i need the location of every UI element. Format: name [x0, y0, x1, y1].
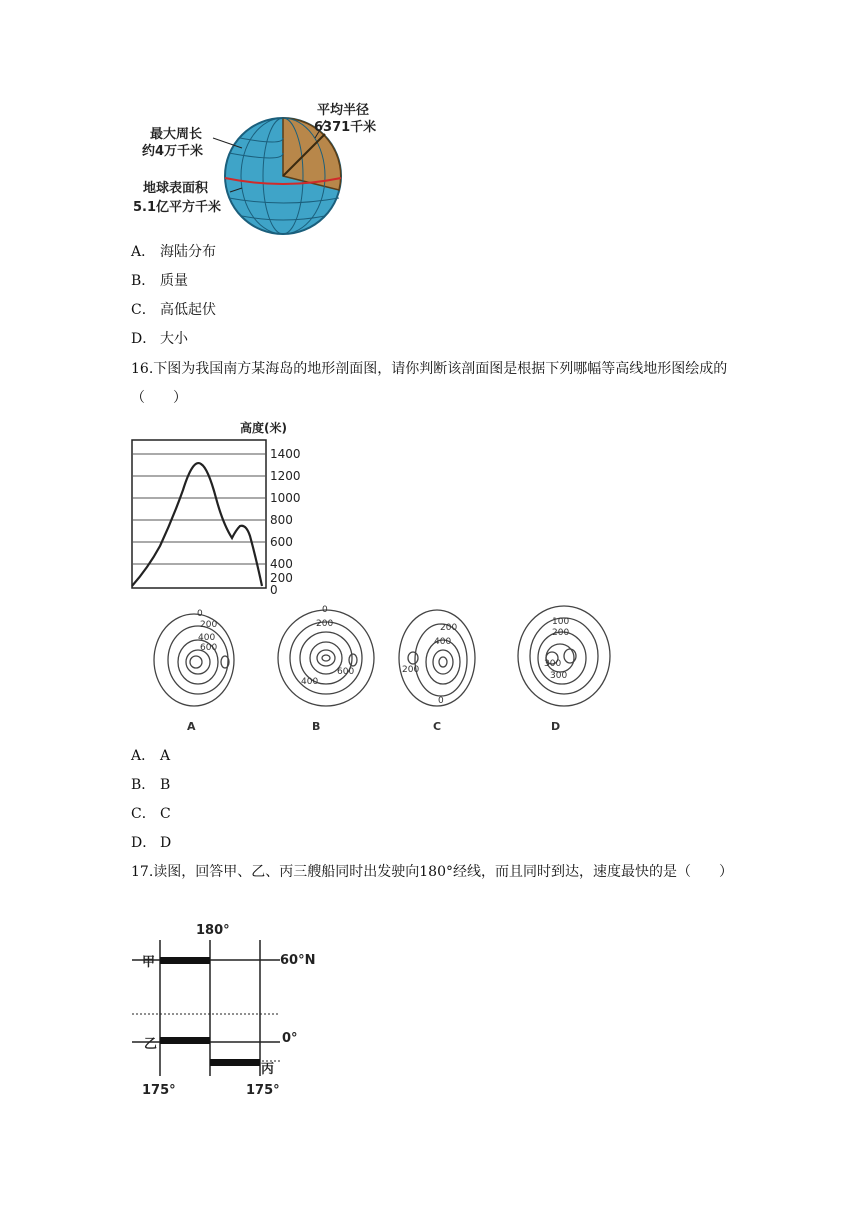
earth-size-figure: [130, 98, 390, 238]
svg-text:400: 400: [434, 637, 452, 647]
svg-text:0: 0: [322, 605, 328, 615]
ship-route-jia: [160, 957, 210, 964]
tick-1400: 1400: [270, 447, 301, 461]
terrain-profile-chart: [128, 418, 308, 598]
q15-option-d: D． 大小: [131, 331, 188, 347]
label-equator: 0°: [282, 1031, 298, 1046]
q16-stem: 16.下图为我国南方某海岛的地形剖面图，请你判断该剖面图是根据下列哪幅等高线地形图绘成的（ ）: [131, 361, 728, 406]
q17-stem: 17.读图，回答甲、乙、丙三艘船同时出发驶向180°经线，而且同时到达，速度最快的是（ ）: [131, 864, 733, 880]
tick-200: 200: [270, 571, 293, 585]
svg-text:200: 200: [200, 620, 218, 630]
svg-text:400: 400: [301, 677, 319, 687]
svg-text:400: 400: [198, 633, 216, 643]
q15-option-b: B． 质量: [131, 273, 188, 289]
tick-0: 0: [270, 583, 278, 597]
map-name-b: B: [312, 720, 321, 733]
contour-maps: [140, 600, 620, 740]
label-175-west: 175°: [142, 1083, 176, 1098]
q16-option-c: C． C: [131, 806, 171, 822]
tick-1000: 1000: [270, 491, 301, 505]
svg-text:200: 200: [402, 665, 420, 675]
label-180: 180°: [196, 923, 230, 938]
label-ship-jia: 甲: [142, 955, 156, 970]
map-name-d: D: [551, 720, 561, 733]
profile-curve: [132, 463, 262, 586]
label-ship-bing: 丙: [261, 1062, 275, 1077]
contour-map-c: [399, 610, 475, 706]
svg-text:0: 0: [438, 696, 444, 706]
label-ship-yi: 乙: [144, 1037, 158, 1052]
label-radius-2: 6371千米: [314, 120, 377, 135]
map-name-c: C: [433, 720, 442, 733]
svg-text:200: 200: [440, 623, 458, 633]
ship-route-bing: [210, 1059, 260, 1066]
map-name-a: A: [187, 720, 196, 733]
ships-latitude-figure: [130, 918, 330, 1103]
q16-option-a: A． A: [131, 748, 171, 764]
q15-option-a: A． 海陆分布: [131, 244, 216, 260]
label-max-circumference-2: 约4万千米: [142, 144, 204, 159]
svg-text:200: 200: [316, 619, 334, 629]
label-60N: 60°N: [280, 953, 316, 968]
q15-option-c: C． 高低起伏: [131, 302, 216, 318]
svg-text:100: 100: [552, 617, 570, 627]
label-surface-area-1: 地球表面积: [143, 181, 209, 196]
ship-route-yi: [160, 1037, 210, 1044]
svg-text:300: 300: [544, 659, 562, 669]
tick-600: 600: [270, 535, 293, 549]
svg-text:200: 200: [552, 628, 570, 638]
tick-400: 400: [270, 557, 293, 571]
contour-map-a: [154, 614, 234, 706]
label-175-east: 175°: [246, 1083, 280, 1098]
q16-option-b: B． B: [131, 777, 171, 793]
label-radius-1: 平均半径: [317, 103, 370, 118]
tick-800: 800: [270, 513, 293, 527]
tick-1200: 1200: [270, 469, 301, 483]
profile-axis-title: 高度(米): [240, 421, 287, 435]
svg-text:600: 600: [200, 643, 218, 653]
q16-option-d: D． D: [131, 835, 172, 851]
label-max-circumference-1: 最大周长: [150, 127, 203, 142]
svg-text:600: 600: [337, 667, 355, 677]
label-surface-area-2: 5.1亿平方千米: [133, 200, 222, 215]
svg-text:0: 0: [197, 609, 203, 619]
svg-text:300: 300: [550, 671, 568, 681]
